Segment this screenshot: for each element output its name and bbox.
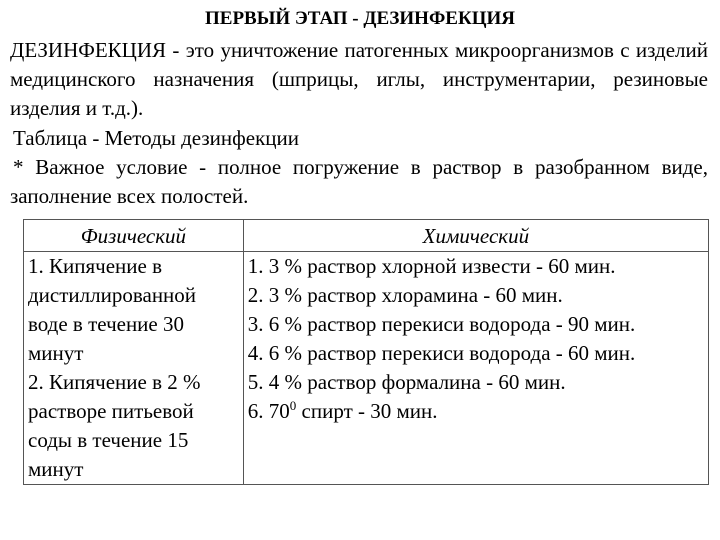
- important-note: * Важное условие - полное погружение в раствор в разобранном виде, заполнение всех полостей.: [10, 155, 708, 208]
- disinfection-methods-table: [23, 219, 709, 485]
- table-row: [24, 252, 709, 485]
- chemical-method-item-alcohol: [248, 397, 704, 426]
- chemical-method-item: 2. 3 % раствор хлорамина - 60 мин.: [247, 283, 563, 307]
- physical-method-item: 1. Кипячение в дистиллированной воде в течение 30 минут: [28, 254, 197, 365]
- page-title: ПЕРВЫЙ ЭТАП - ДЕЗИНФЕКЦИЯ: [205, 8, 515, 29]
- chemical-method-item: 5. 4 % раствор формалина - 60 мин.: [247, 370, 566, 394]
- chemical-method-item: 3. 6 % раствор перекиси водорода - 90 мин.: [247, 312, 636, 336]
- chemical-method-item: 1. 3 % раствор хлорной извести - 60 мин.: [247, 254, 616, 278]
- chemical-methods-cell: [243, 252, 708, 485]
- alcohol-prefix: 6. 70: [247, 399, 290, 423]
- alcohol-suffix: спирт - 30 мин.: [296, 399, 438, 423]
- definition-paragraph: ДЕЗИНФЕКЦИЯ - это уничтожение патогенных микроорганизмов с изделий медицинского назначения (шприцы, иглы, инструментарии, резиновые изделия и т.д.).: [10, 38, 708, 120]
- physical-methods-cell: [24, 252, 244, 485]
- table-header-row: [24, 220, 709, 252]
- header-physical: Физический: [24, 220, 244, 252]
- degree-superscript: 0: [289, 398, 297, 413]
- header-chemical: Химический: [243, 220, 708, 252]
- physical-method-item: 2. Кипячение в 2 % растворе питьевой соды в течение 15 минут: [28, 370, 201, 481]
- chemical-method-item: 4. 6 % раствор перекиси водорода - 60 мин.: [247, 341, 636, 365]
- table-title: Таблица - Методы дезинфекции: [13, 126, 299, 150]
